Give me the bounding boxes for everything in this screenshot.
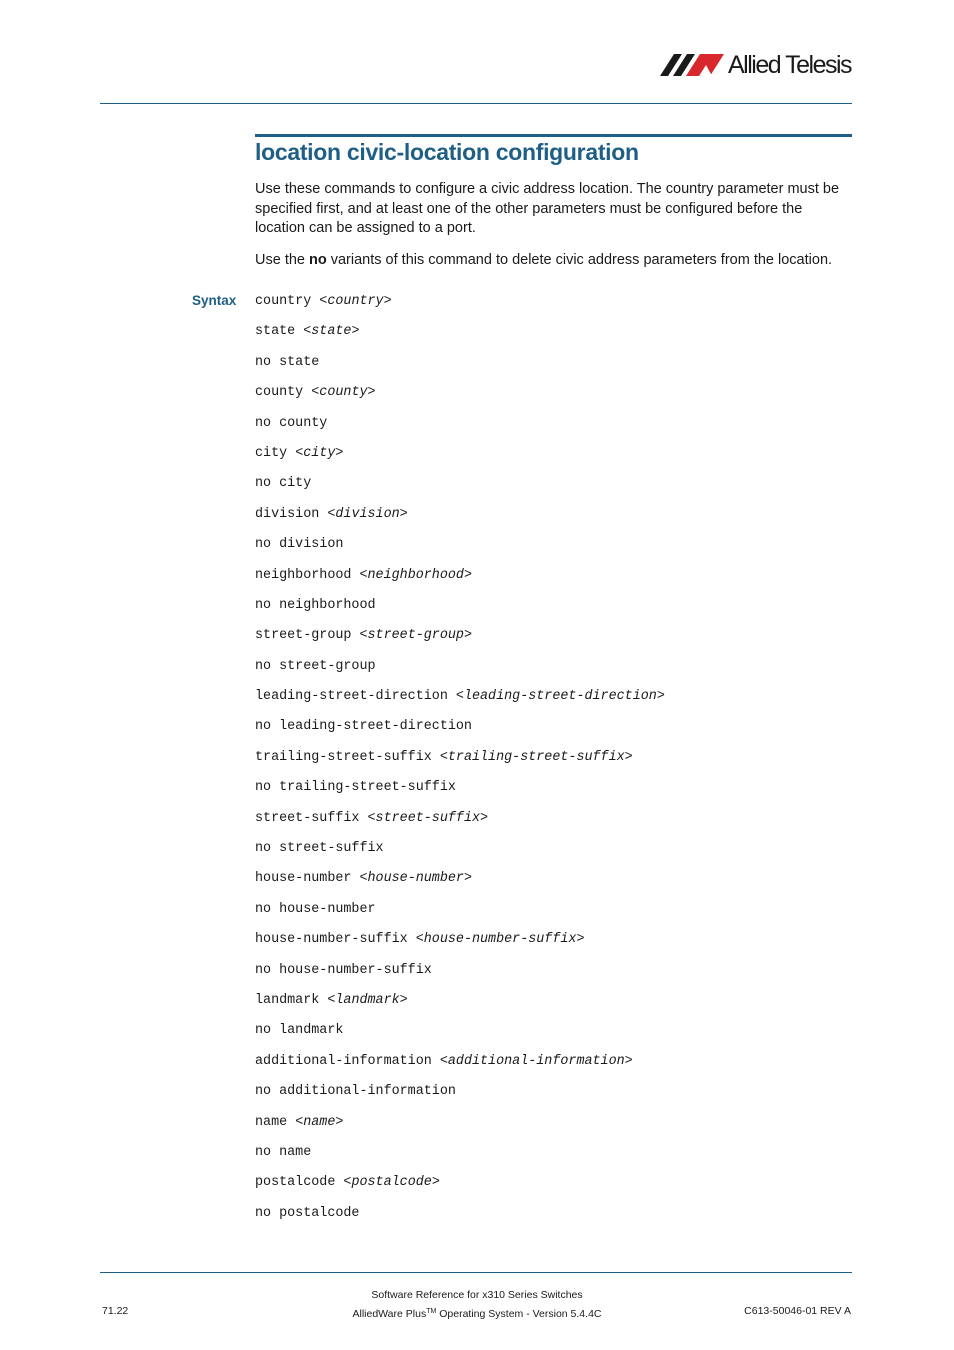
syntax-command: house-number-suffix <house-number-suffix> [255, 932, 585, 948]
command-parameter: city [303, 445, 336, 461]
command-keyword: no house-number [255, 901, 376, 917]
syntax-command-list [255, 293, 665, 1235]
title-divider [255, 134, 852, 137]
syntax-command: street-suffix <street-suffix> [255, 810, 489, 826]
command-keyword: street-suffix [255, 810, 368, 826]
command-parameter: street-suffix [375, 810, 481, 826]
command-parameter: name [303, 1114, 336, 1130]
document-code: C613-50046-01 REV A [744, 1305, 851, 1317]
command-keyword: division [255, 506, 328, 522]
command-parameter: house-number [367, 871, 464, 887]
syntax-command: division <division> [255, 506, 408, 522]
syntax-command: additional-information <additional-information> [255, 1053, 633, 1069]
command-keyword: country [255, 294, 320, 309]
syntax-command: county <county> [255, 385, 376, 401]
syntax-command [255, 962, 665, 992]
syntax-command [255, 718, 665, 748]
syntax-command [255, 597, 665, 627]
command-keyword: name [255, 1114, 296, 1130]
syntax-command: house-number <house-number> [255, 871, 472, 887]
command-keyword: postalcode [255, 1175, 344, 1191]
syntax-command [255, 415, 665, 445]
page-title: location civic-location configuration [255, 139, 639, 165]
syntax-command: country <country> [255, 294, 392, 309]
command-keyword: county [255, 385, 312, 401]
syntax-command: postalcode <postalcode> [255, 1175, 440, 1191]
syntax-command: city <city> [255, 445, 344, 461]
allied-telesis-logo [660, 50, 855, 80]
syntax-command [255, 536, 665, 566]
command-keyword: neighborhood [255, 567, 360, 583]
syntax-command [255, 1205, 665, 1235]
command-keyword: leading-street-direction [255, 689, 456, 705]
syntax-command [255, 779, 665, 809]
command-keyword: no city [255, 476, 312, 492]
command-keyword: state [255, 324, 304, 340]
command-parameter: state [311, 324, 352, 340]
command-keyword: no street-group [255, 658, 376, 674]
allied-telesis-logo-mark-icon [660, 54, 724, 76]
command-keyword: no leading-street-direction [255, 719, 472, 735]
command-keyword: additional-information [255, 1053, 440, 1069]
command-parameter: landmark [335, 992, 400, 1008]
command-parameter: trailing-street-suffix [447, 749, 625, 765]
syntax-command [255, 840, 665, 870]
no-variant-paragraph [255, 251, 855, 271]
syntax-command: name <name> [255, 1114, 344, 1130]
footer-version: Operating System - Version 5.4.4C [436, 1308, 602, 1320]
command-parameter: neighborhood [367, 567, 464, 583]
command-keyword: no landmark [255, 1023, 344, 1039]
command-parameter: country [327, 294, 384, 309]
command-parameter: postalcode [351, 1175, 432, 1191]
command-keyword: no additional-information [255, 1084, 456, 1100]
syntax-command: leading-street-direction <leading-street-direction> [255, 689, 665, 705]
command-keyword: no trailing-street-suffix [255, 780, 456, 796]
para2-suffix: variants of this command to delete civic address parameters from the location. [326, 252, 833, 268]
command-parameter: leading-street-direction [463, 689, 657, 705]
command-keyword: no neighborhood [255, 597, 376, 613]
command-keyword: landmark [255, 992, 328, 1008]
para2-keyword: no [309, 252, 327, 268]
syntax-label: Syntax [192, 293, 237, 308]
command-keyword: house-number-suffix [255, 932, 416, 948]
syntax-command [255, 475, 665, 505]
syntax-command: state <state> [255, 324, 360, 340]
syntax-command [255, 901, 665, 931]
syntax-command: street-group <street-group> [255, 628, 472, 644]
command-keyword: no state [255, 354, 320, 370]
syntax-command [255, 658, 665, 688]
syntax-command [255, 1144, 665, 1174]
header-divider [100, 103, 852, 104]
footer-center [300, 1286, 654, 1324]
command-parameter: division [335, 506, 400, 522]
syntax-command: neighborhood <neighborhood> [255, 567, 472, 583]
command-keyword: no division [255, 537, 344, 553]
syntax-command: landmark <landmark> [255, 992, 408, 1008]
footer-trademark: TM [426, 1308, 437, 1315]
syntax-command [255, 1083, 665, 1113]
page-number: 71.22 [102, 1305, 129, 1317]
syntax-command: trailing-street-suffix <trailing-street-suffix> [255, 749, 633, 765]
command-parameter: additional-information [447, 1053, 625, 1069]
command-parameter: house-number-suffix [423, 932, 577, 948]
command-keyword: no house-number-suffix [255, 962, 432, 978]
command-keyword: no name [255, 1144, 312, 1160]
command-parameter: street-group [367, 628, 464, 644]
command-keyword: street-group [255, 628, 360, 644]
command-keyword: no postalcode [255, 1205, 360, 1221]
command-keyword: city [255, 445, 296, 461]
logo-text: Allied Telesis [728, 50, 852, 79]
footer-os-name: AlliedWare Plus [352, 1308, 427, 1320]
footer-divider [100, 1272, 852, 1273]
footer-reference-title: Software Reference for x310 Series Switches [371, 1289, 583, 1301]
syntax-command [255, 1022, 665, 1052]
command-keyword: no county [255, 415, 328, 431]
description-paragraph: Use these commands to configure a civic address location. The country parameter must be specified first, and at least one of the other parameters must be configured before the location can be assigned to a port. [255, 181, 840, 236]
syntax-command [255, 354, 665, 384]
command-keyword: house-number [255, 871, 360, 887]
para2-prefix: Use the [255, 252, 309, 268]
command-keyword: trailing-street-suffix [255, 749, 440, 765]
command-parameter: county [319, 385, 368, 401]
command-keyword: no street-suffix [255, 841, 384, 857]
footer-os-version [300, 1305, 654, 1324]
